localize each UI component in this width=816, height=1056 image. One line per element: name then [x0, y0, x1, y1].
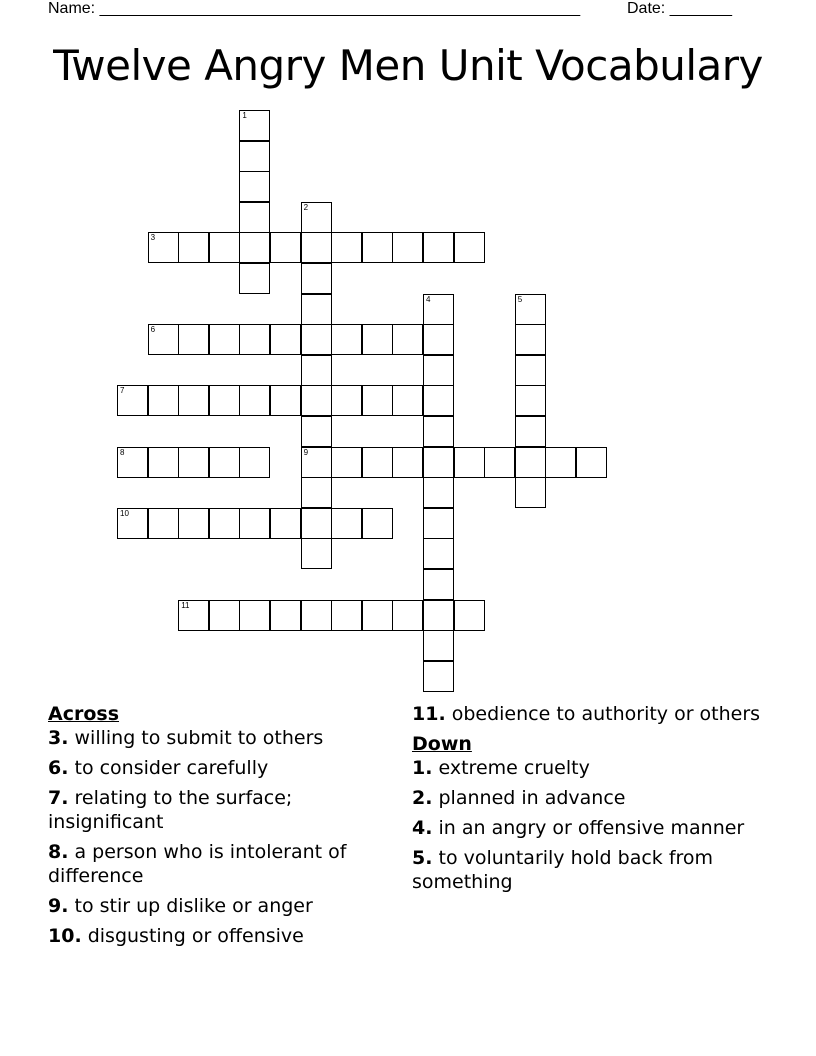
grid-cell[interactable] [148, 447, 179, 478]
grid-cell[interactable] [392, 600, 423, 631]
clue-text: disgusting or offensive [87, 925, 304, 947]
grid-cell[interactable] [148, 508, 179, 539]
grid-cell[interactable] [301, 355, 332, 386]
grid-cell[interactable] [362, 600, 393, 631]
clue-text: relating to the surface; insignificant [48, 787, 293, 833]
clue-text: in an angry or offensive manner [438, 817, 745, 839]
grid-cell[interactable] [239, 202, 270, 233]
grid-cell[interactable] [301, 477, 332, 508]
grid-cell[interactable] [392, 324, 423, 355]
grid-cell[interactable] [362, 324, 393, 355]
clue-text: obedience to authority or others [451, 703, 761, 725]
grid-cell[interactable] [178, 508, 209, 539]
grid-cell[interactable] [423, 477, 454, 508]
clue-text: a person who is intolerant of difference [48, 841, 347, 887]
grid-cell[interactable] [392, 385, 423, 416]
clue-text: willing to submit to others [74, 727, 324, 749]
name-field[interactable]: Name: ______________________________________________________ [48, 0, 581, 17]
grid-cell[interactable] [454, 447, 485, 478]
clue-across-6 [48, 756, 388, 780]
grid-cell[interactable] [423, 324, 454, 355]
grid-cell[interactable] [117, 447, 148, 478]
grid-cell[interactable] [423, 661, 454, 692]
grid-cell[interactable] [209, 508, 240, 539]
grid-cell[interactable] [239, 232, 270, 263]
grid-cell[interactable] [239, 447, 270, 478]
grid-cell[interactable] [117, 385, 148, 416]
grid-cell[interactable] [362, 508, 393, 539]
clue-number: 11. [412, 703, 446, 725]
across-heading: Across [48, 703, 120, 725]
clue-across-11 [412, 702, 762, 726]
grid-cell[interactable] [392, 232, 423, 263]
grid-cell[interactable] [148, 324, 179, 355]
grid-cell[interactable] [239, 263, 270, 294]
clue-number: 3. [48, 727, 69, 749]
grid-cell[interactable] [423, 538, 454, 569]
clue-number: 8. [48, 841, 69, 863]
grid-cell[interactable] [392, 447, 423, 478]
grid-cell[interactable] [515, 324, 546, 355]
grid-cell[interactable] [117, 508, 148, 539]
clue-number: 1. [412, 757, 433, 779]
clue-number: 7. [48, 787, 69, 809]
grid-cell[interactable] [362, 232, 393, 263]
clue-number: 10. [48, 925, 82, 947]
grid-cell[interactable] [148, 232, 179, 263]
grid-cell[interactable] [209, 447, 240, 478]
grid-cell[interactable] [178, 385, 209, 416]
grid-cell[interactable] [239, 141, 270, 172]
clue-number: 9. [48, 895, 69, 917]
clue-across-3 [48, 726, 388, 750]
grid-cell[interactable] [178, 232, 209, 263]
clue-number-label: 10 [120, 508, 129, 518]
clue-number-label: 7 [120, 386, 125, 396]
grid-cell[interactable] [515, 416, 546, 447]
clue-text: to stir up dislike or anger [74, 895, 313, 917]
grid-cell[interactable] [576, 447, 607, 478]
grid-cell[interactable] [515, 294, 546, 325]
grid-cell[interactable] [270, 508, 301, 539]
page-title: Twelve Angry Men Unit Vocabulary [53, 41, 763, 90]
grid-cell[interactable] [301, 538, 332, 569]
clue-down-4 [412, 816, 762, 840]
grid-cell[interactable] [515, 385, 546, 416]
clue-down-2 [412, 786, 762, 810]
clue-text: extreme cruelty [438, 757, 590, 779]
grid-cell[interactable] [545, 447, 576, 478]
grid-cell[interactable] [454, 600, 485, 631]
grid-cell[interactable] [301, 202, 332, 233]
clue-down-1 [412, 756, 762, 780]
clue-number-label: 1 [242, 111, 247, 120]
clue-text: to voluntarily hold back from something [412, 847, 714, 893]
grid-cell[interactable] [331, 385, 362, 416]
clue-down-5 [412, 846, 762, 894]
clues-right-column [412, 702, 762, 900]
clue-text: planned in advance [438, 787, 626, 809]
clue-number-label: 3 [150, 233, 156, 243]
grid-cell[interactable] [301, 232, 332, 263]
grid-cell[interactable] [423, 232, 454, 263]
grid-cell[interactable] [362, 447, 393, 478]
date-field[interactable]: Date: _______ [627, 0, 732, 17]
clue-number: 2. [412, 787, 433, 809]
grid-cell[interactable] [331, 447, 362, 478]
grid-cell[interactable] [270, 324, 301, 355]
clue-number-label: 6 [150, 325, 156, 335]
grid-cell[interactable] [301, 324, 332, 355]
grid-cell[interactable] [239, 110, 270, 141]
grid-cell[interactable] [423, 447, 454, 478]
grid-cell[interactable] [209, 232, 240, 263]
grid-cell[interactable] [423, 385, 454, 416]
grid-cell[interactable] [209, 385, 240, 416]
grid-cell[interactable] [515, 477, 546, 508]
clue-across-8 [48, 840, 388, 888]
grid-cell[interactable] [423, 294, 454, 325]
grid-cell[interactable] [301, 294, 332, 325]
grid-cell[interactable] [178, 447, 209, 478]
grid-cell[interactable] [423, 630, 454, 661]
grid-cell[interactable] [178, 600, 209, 631]
grid-cell[interactable] [331, 600, 362, 631]
grid-cell[interactable] [270, 232, 301, 263]
grid-cell[interactable] [331, 508, 362, 539]
grid-cell[interactable] [301, 416, 332, 447]
clue-across-7 [48, 786, 388, 834]
grid-cell[interactable] [239, 171, 270, 202]
grid-cell[interactable] [301, 263, 332, 294]
grid-cell[interactable] [301, 600, 332, 631]
clue-number-label: 11 [181, 600, 190, 610]
down-heading: Down [412, 733, 472, 755]
grid-cell[interactable] [270, 600, 301, 631]
grid-cell[interactable] [239, 385, 270, 416]
clue-number-label: 5 [517, 294, 523, 304]
clues-left-column [48, 702, 388, 954]
clue-across-9 [48, 894, 388, 918]
grid-cell[interactable] [484, 447, 515, 478]
grid-cell[interactable] [270, 385, 301, 416]
grid-cell[interactable] [423, 416, 454, 447]
grid-cell[interactable] [209, 324, 240, 355]
clue-number-label: 8 [120, 447, 125, 457]
grid-cell[interactable] [239, 600, 270, 631]
grid-cell[interactable] [362, 385, 393, 416]
clue-number-label: 2 [303, 202, 309, 212]
clue-number: 4. [412, 817, 433, 839]
clue-across-10 [48, 924, 388, 948]
grid-cell[interactable] [301, 508, 332, 539]
clue-number-label: 4 [426, 294, 431, 304]
grid-cell[interactable] [423, 600, 454, 631]
grid-cell[interactable] [239, 324, 270, 355]
clue-text: to consider carefully [74, 757, 269, 779]
clue-number: 6. [48, 757, 69, 779]
grid-cell[interactable] [209, 600, 240, 631]
grid-cell[interactable] [301, 447, 332, 478]
grid-cell[interactable] [178, 324, 209, 355]
grid-cell[interactable] [239, 508, 270, 539]
grid-cell[interactable] [515, 447, 546, 478]
grid-cell[interactable] [423, 355, 454, 386]
grid-cell[interactable] [148, 385, 179, 416]
grid-cell[interactable] [331, 324, 362, 355]
grid-cell[interactable] [454, 232, 485, 263]
clue-number: 5. [412, 847, 433, 869]
clue-number-label: 9 [303, 447, 309, 457]
grid-cell[interactable] [423, 569, 454, 600]
grid-cell[interactable] [423, 508, 454, 539]
grid-cell[interactable] [301, 385, 332, 416]
grid-cell[interactable] [515, 355, 546, 386]
grid-cell[interactable] [331, 232, 362, 263]
